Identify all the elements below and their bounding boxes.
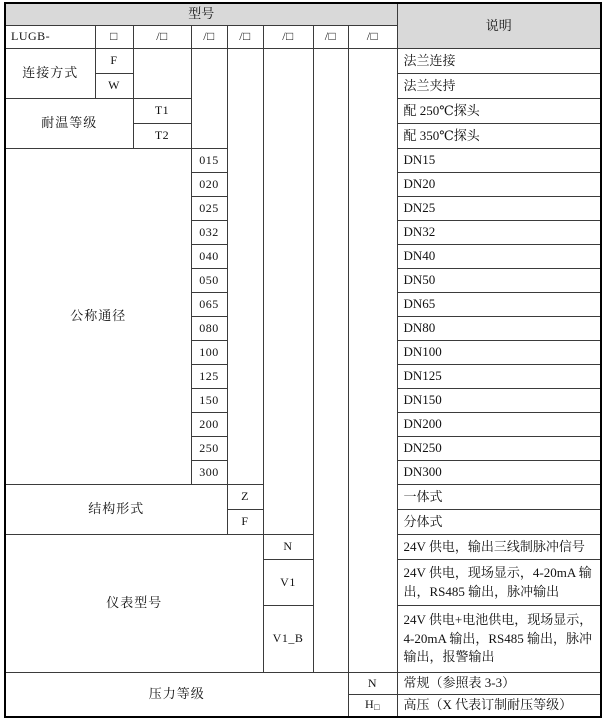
option-code: 300 — [191, 461, 227, 485]
placeholder-box: /□ — [348, 26, 397, 49]
empty-cell — [227, 49, 263, 485]
option-desc: DN40 — [397, 245, 601, 269]
group-label-structure: 结构形式 — [5, 485, 227, 535]
placeholder-box: □ — [95, 26, 133, 49]
model-title-cell: 型号 — [5, 3, 397, 26]
placeholder-box: /□ — [227, 26, 263, 49]
placeholder-box: /□ — [133, 26, 191, 49]
option-desc: 高压（X 代表订制耐压等级） — [397, 695, 601, 718]
option-code: 040 — [191, 245, 227, 269]
option-code: 080 — [191, 317, 227, 341]
option-code: 200 — [191, 413, 227, 437]
option-code: V1 — [263, 560, 313, 606]
empty-cell — [348, 49, 397, 673]
option-code: 020 — [191, 173, 227, 197]
group-label-connection: 连接方式 — [5, 49, 95, 99]
option-desc: DN200 — [397, 413, 601, 437]
option-desc: 分体式 — [397, 510, 601, 535]
group-label-instrument: 仪表型号 — [5, 535, 263, 673]
option-desc: 24V 供电+电池供电，现场显示，4-20mA 输出，RS485 输出，脉冲输出，报警输出 — [397, 606, 601, 673]
option-desc: 配 350℃探头 — [397, 124, 601, 149]
option-code: F — [227, 510, 263, 535]
option-desc: DN32 — [397, 221, 601, 245]
option-desc: DN15 — [397, 149, 601, 173]
option-code: 050 — [191, 269, 227, 293]
option-code: 150 — [191, 389, 227, 413]
pressure-code-main: H — [364, 697, 375, 712]
option-code: T2 — [133, 124, 191, 149]
option-desc: DN80 — [397, 317, 601, 341]
option-code: Z — [227, 485, 263, 510]
desc-title-cell: 说明 — [397, 3, 601, 49]
empty-cell — [263, 49, 313, 535]
option-desc: 法兰夹持 — [397, 74, 601, 99]
option-desc: DN65 — [397, 293, 601, 317]
option-desc: 法兰连接 — [397, 49, 601, 74]
option-desc: 配 250℃探头 — [397, 99, 601, 124]
option-desc: DN250 — [397, 437, 601, 461]
option-desc: DN300 — [397, 461, 601, 485]
empty-cell — [313, 49, 348, 673]
placeholder-box: /□ — [313, 26, 348, 49]
option-code: 065 — [191, 293, 227, 317]
option-code: 015 — [191, 149, 227, 173]
pressure-code-subscript-box: □ — [374, 702, 381, 713]
option-desc: 24V 供电，现场显示，4-20mA 输出，RS485 输出，脉冲输出 — [397, 560, 601, 606]
placeholder-box: /□ — [191, 26, 227, 49]
option-code: F — [95, 49, 133, 74]
option-code — [348, 695, 397, 718]
option-code: 250 — [191, 437, 227, 461]
option-code: V1_B — [263, 606, 313, 673]
option-code: N — [263, 535, 313, 560]
empty-cell — [133, 49, 191, 99]
option-code: 032 — [191, 221, 227, 245]
option-desc: DN25 — [397, 197, 601, 221]
option-code: W — [95, 74, 133, 99]
group-label-diameter: 公称通径 — [5, 149, 191, 485]
option-desc: DN50 — [397, 269, 601, 293]
option-desc: DN150 — [397, 389, 601, 413]
option-desc: 一体式 — [397, 485, 601, 510]
option-desc: DN125 — [397, 365, 601, 389]
option-code: 025 — [191, 197, 227, 221]
option-code: 100 — [191, 341, 227, 365]
option-desc: 常规（参照表 3-3） — [397, 673, 601, 695]
group-label-temperature: 耐温等级 — [5, 99, 133, 149]
model-prefix-cell: LUGB- — [5, 26, 95, 49]
option-code: T1 — [133, 99, 191, 124]
empty-cell — [191, 49, 227, 149]
placeholder-box: /□ — [263, 26, 313, 49]
group-label-pressure: 压力等级 — [5, 673, 348, 718]
option-code: N — [348, 673, 397, 695]
option-desc: 24V 供电，输出三线制脉冲信号 — [397, 535, 601, 560]
model-selection-table — [4, 2, 602, 718]
option-desc: DN100 — [397, 341, 601, 365]
option-code: 125 — [191, 365, 227, 389]
option-desc: DN20 — [397, 173, 601, 197]
